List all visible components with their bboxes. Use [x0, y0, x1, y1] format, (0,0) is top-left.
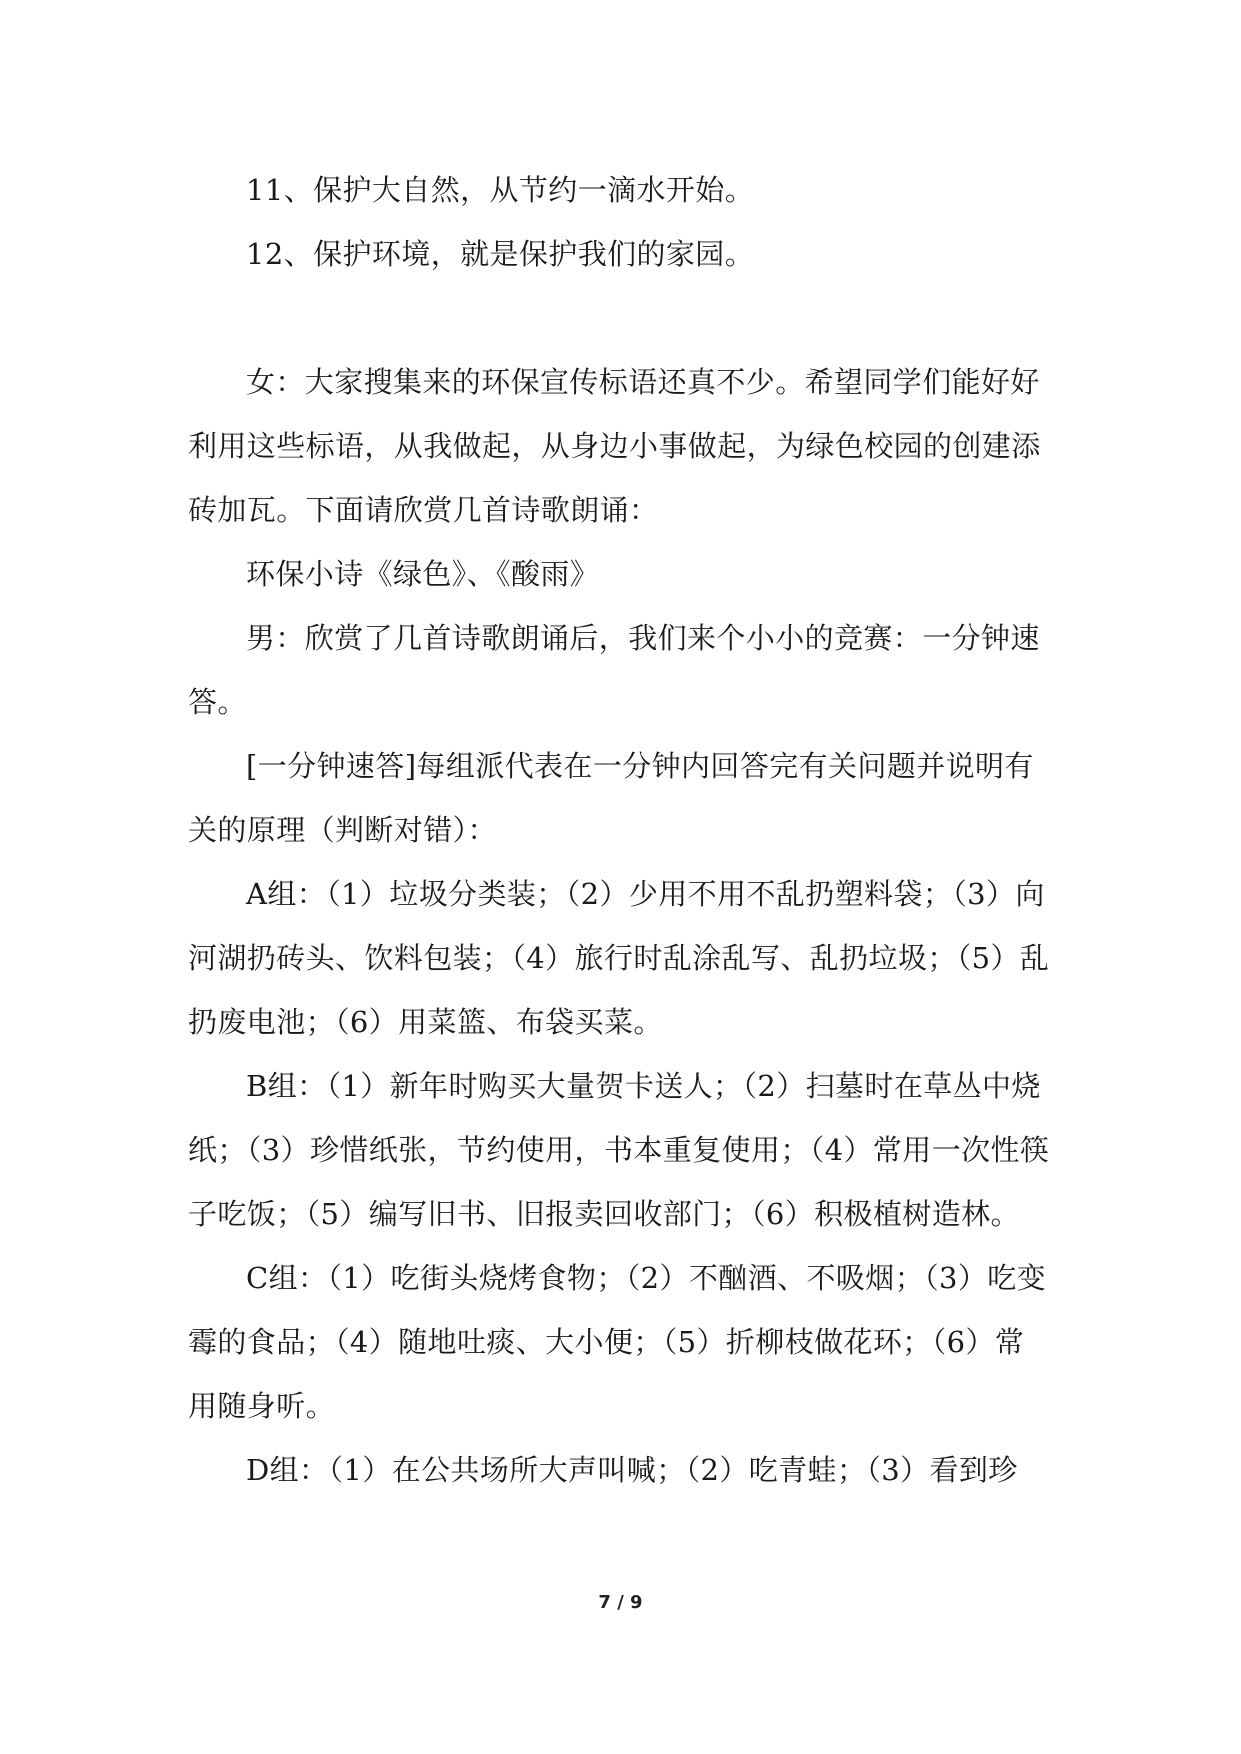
paragraph: 男：欣赏了几首诗歌朗诵后，我们来个小小的竞赛：一分钟速答。 — [188, 621, 1040, 719]
page-number: 7 / 9 — [598, 1592, 643, 1613]
paragraph: B组：（1）新年时购买大量贺卡送人；（2）扫墓时在草丛中烧纸；（3）珍惜纸张，节约使用，书本重复使用；（4）常用一次性筷子吃饭；（5）编写旧书、旧报卖回收部门；（6）积极植树造林。 — [188, 1069, 1050, 1231]
page-body — [188, 158, 1050, 1502]
paragraph: C组：（1）吃街头烧烤食物；（2）不酗酒、不吸烟；（3）吃变霉的食品；（4）随地吐痰、大小便；（5）折柳枝做花环；（6）常用随身听。 — [188, 1261, 1047, 1423]
paragraph: 环保小诗《绿色》、《酸雨》 — [246, 557, 600, 591]
paragraph: 11、保护大自然，从节约一滴水开始。 — [246, 173, 755, 207]
paragraph: 女：大家搜集来的环保宣传标语还真不少。希望同学们能好好利用这些标语，从我做起，从身边小事做起，为绿色校园的创建添砖加瓦。下面请欣赏几首诗歌朗诵： — [188, 365, 1041, 527]
paragraph: D组：（1）在公共场所大声叫喊；（2）吃青蛙；（3）看到珍 — [246, 1453, 1018, 1487]
paragraph: A组：（1）垃圾分类装；（2）少用不用不乱扔塑料袋；（3）向河湖扔砖头、饮料包装；（4）旅行时乱涂乱写、乱扔垃圾；（5）乱扔废电池；（6）用菜篮、布袋买菜。 — [188, 877, 1050, 1039]
blank-line — [188, 286, 1050, 350]
paragraph: 12、保护环境，就是保护我们的家园。 — [246, 237, 755, 271]
paragraph: [一分钟速答]每组派代表在一分钟内回答完有关问题并说明有关的原理（判断对错）： — [188, 749, 1034, 847]
